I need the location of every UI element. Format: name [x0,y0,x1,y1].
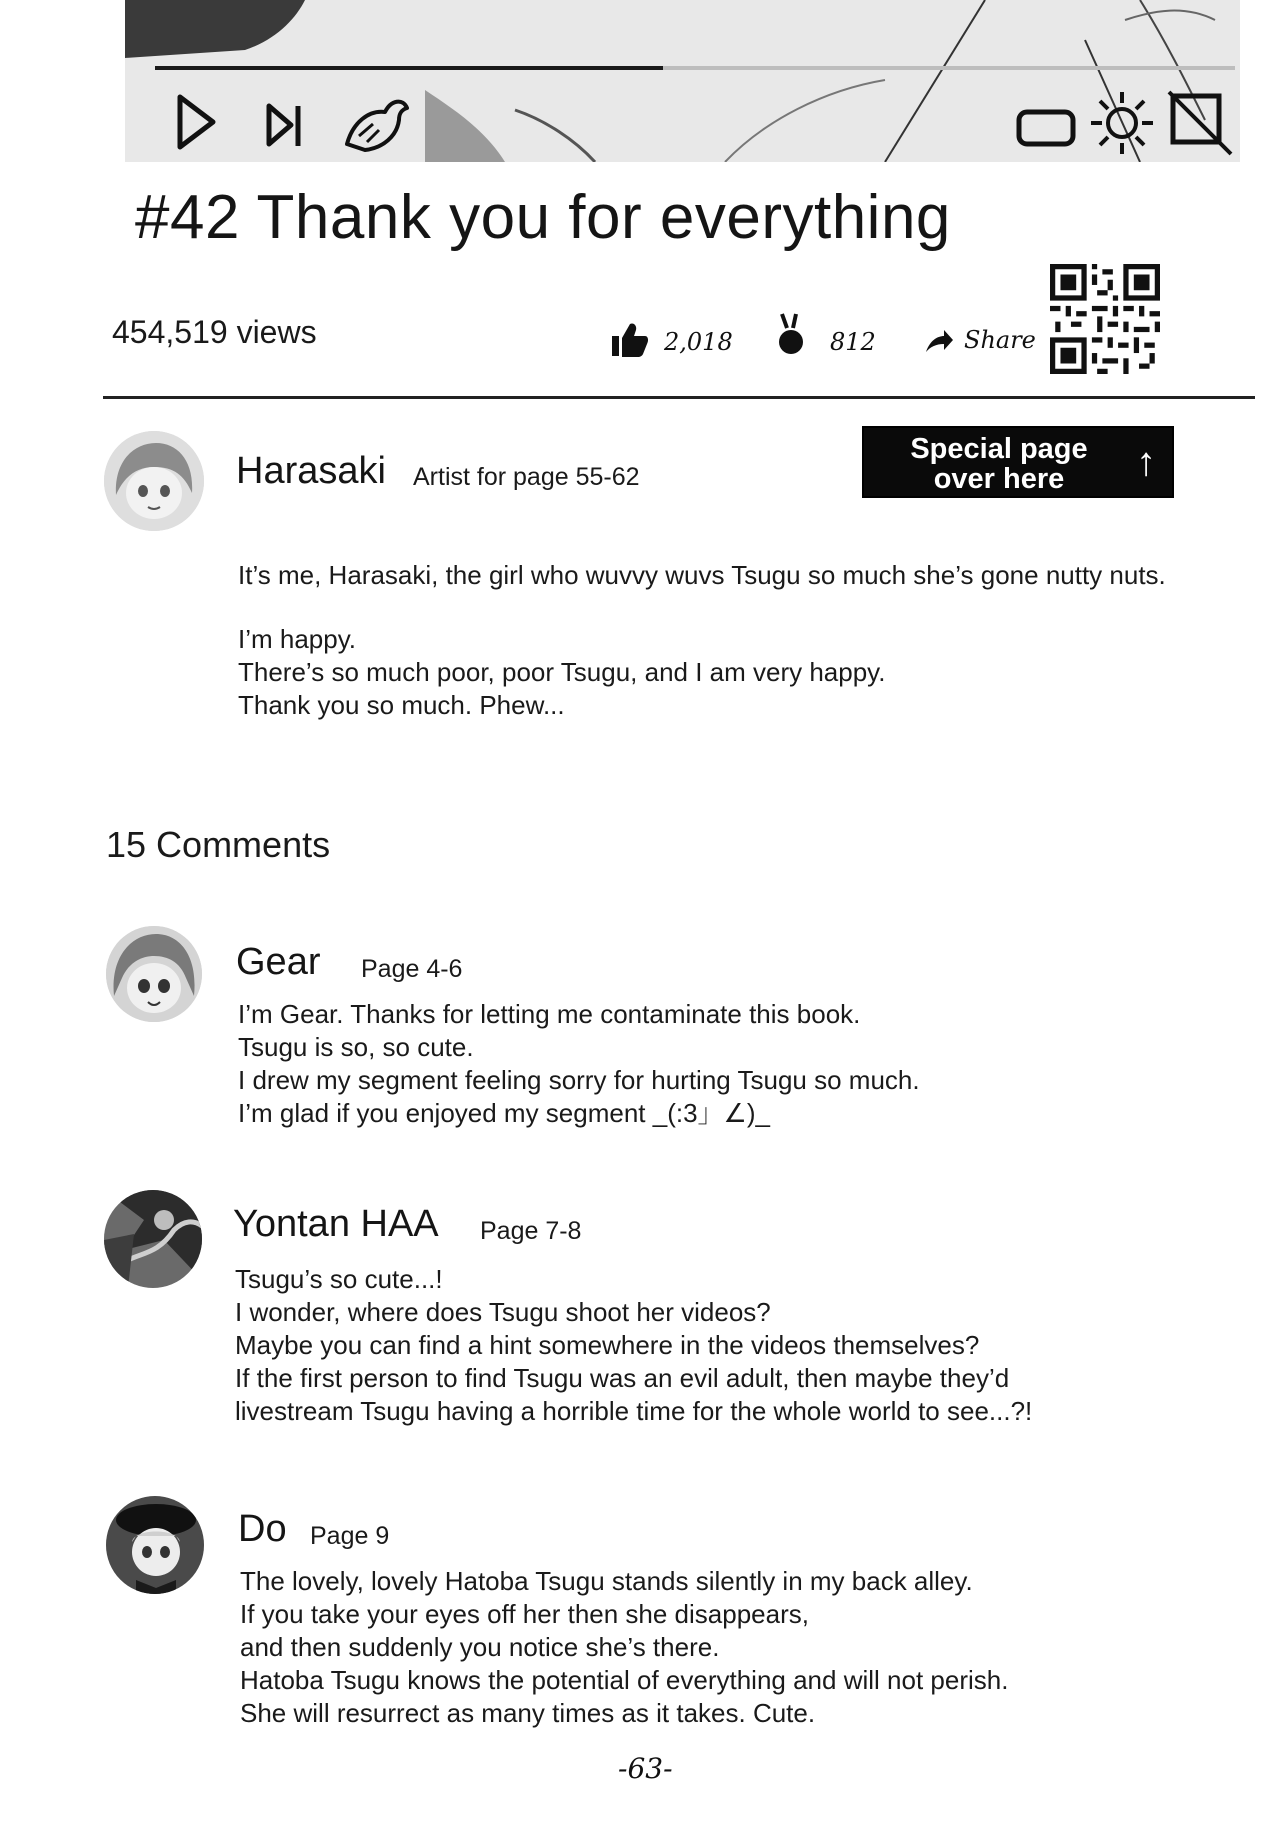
girl-portrait-icon [106,926,202,1022]
comment-line: I’m Gear. Thanks for letting me contaminate this book. [238,999,861,1029]
comment-pages: Page 7-8 [480,1217,582,1245]
comment-line: Tsugu is so, so cute. [238,1032,474,1062]
comment-author[interactable]: Gear [236,941,321,983]
comment-line: I’m glad if you enjoyed my segment _(:3」∠)_ [238,1098,770,1128]
skip-next-icon[interactable] [265,100,305,150]
progress-bar[interactable] [155,66,1235,70]
comment-avatar[interactable] [104,1190,202,1288]
comment-line: I wonder, where does Tsugu shoot her videos? [235,1297,771,1327]
pigeon-dislike-icon [776,312,810,356]
uploader-avatar[interactable] [104,431,204,531]
comment-line: I drew my segment feeling sorry for hurting Tsugu so much. [238,1065,920,1095]
dark-illustration-icon [104,1190,202,1288]
description-line: I’m happy. [238,624,357,654]
comment-avatar[interactable] [106,926,202,1022]
comment-line: She will resurrect as many times as it takes. Cute. [240,1698,816,1728]
dislike-count: 812 [830,328,876,356]
comment-author[interactable]: Do [238,1508,287,1550]
description-line: There’s so much poor, poor Tsugu, and I am very happy. [238,657,886,687]
comment-line: Hatoba Tsugu knows the potential of everything and will not perish. [240,1665,1009,1695]
comment-body [235,1263,1032,1428]
description-line: It’s me, Harasaki, the girl who wuvvy wuvs Tsugu so much she’s gone nutty nuts. [238,560,1166,590]
description-line: Thank you so much. Phew... [238,690,565,720]
comment-line: Maybe you can find a hint somewhere in the videos themselves? [235,1330,980,1360]
uploader-description [238,559,1166,722]
comment-author[interactable]: Yontan HAA [233,1203,439,1245]
qr-code[interactable] [1050,264,1160,374]
comment-pages: Page 4-6 [361,955,463,983]
girl-with-hat-icon [106,1496,204,1594]
pigeon-icon[interactable] [339,92,411,158]
section-divider [103,396,1255,399]
thumbs-up-icon [610,320,650,358]
share-label: Share [964,326,1036,354]
girl-portrait-icon [104,431,204,531]
uploader-role: Artist for page 55-62 [413,463,640,491]
comment-avatar[interactable] [106,1496,204,1594]
special-page-label: Special page over here [910,433,1088,495]
comment-line: Tsugu’s so cute...! [235,1264,443,1294]
video-title: #42 Thank you for everything [135,183,951,252]
special-page-button[interactable] [862,426,1174,498]
like-count: 2,018 [664,328,733,356]
comment-pages: Page 9 [310,1522,390,1550]
share-arrow-icon [924,328,954,354]
captions-icon[interactable] [1015,108,1077,148]
settings-icon[interactable] [1087,88,1157,158]
comment-body [238,998,920,1130]
video-player[interactable] [125,0,1240,162]
uploader-name[interactable]: Harasaki [236,450,386,492]
play-icon[interactable] [175,92,219,152]
comment-line: livestream Tsugu having a horrible time for the whole world to see...?! [235,1396,1033,1426]
progress-bar-fill [155,66,663,70]
comment-line: If you take your eyes off her then she disappears, [240,1599,809,1629]
fullscreen-icon[interactable] [1165,88,1235,158]
comment-body [240,1565,1008,1730]
page-number: -63- [618,1752,673,1785]
comment-line: If the first person to find Tsugu was an evil adult, then maybe they’d [235,1363,1010,1393]
comment-line: and then suddenly you notice she’s there. [240,1632,720,1662]
comments-count: 15 Comments [106,824,331,865]
comment-line: The lovely, lovely Hatoba Tsugu stands silently in my back alley. [240,1566,973,1596]
view-count: 454,519 views [112,314,317,350]
arrow-up-icon: ↑ [1136,440,1156,484]
